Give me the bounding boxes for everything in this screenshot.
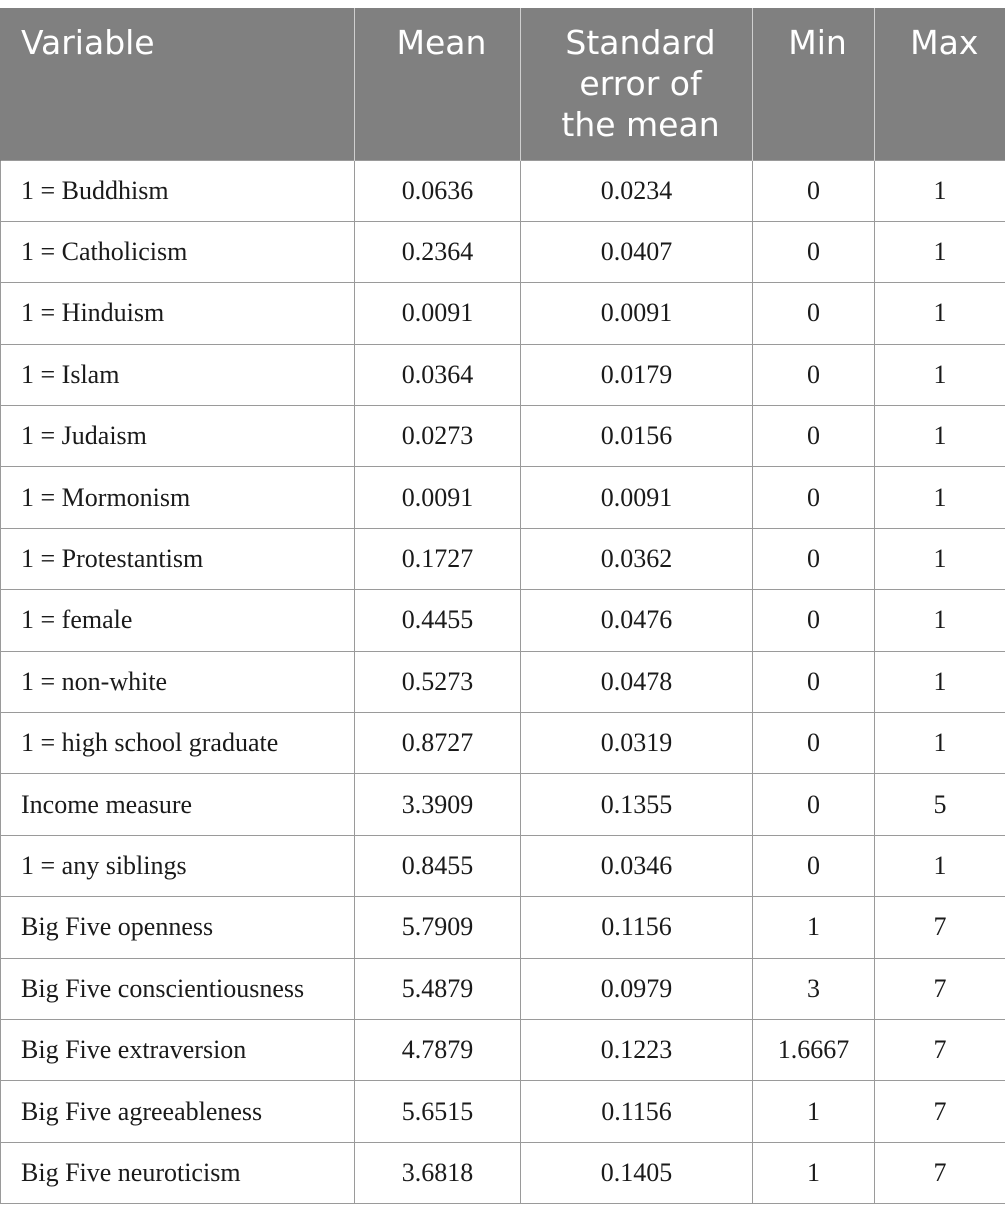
cell-mean: 0.8455 [355, 835, 521, 896]
cell-max: 1 [875, 160, 1005, 221]
cell-mean: 0.8727 [355, 713, 521, 774]
cell-variable: Income measure [1, 774, 355, 835]
cell-mean: 4.7879 [355, 1019, 521, 1080]
cell-variable: 1 = high school graduate [1, 713, 355, 774]
cell-min: 0 [753, 344, 875, 405]
header-mean: Mean [355, 8, 521, 160]
cell-max: 1 [875, 651, 1005, 712]
table-row [1, 651, 1005, 712]
cell-standard-error: 0.0179 [521, 344, 753, 405]
cell-max: 1 [875, 283, 1005, 344]
cell-standard-error: 0.1223 [521, 1019, 753, 1080]
cell-min: 0 [753, 221, 875, 282]
cell-max: 5 [875, 774, 1005, 835]
cell-standard-error: 0.0156 [521, 406, 753, 467]
cell-max: 1 [875, 406, 1005, 467]
cell-variable: 1 = any siblings [1, 835, 355, 896]
cell-max: 7 [875, 1019, 1005, 1080]
cell-variable: 1 = Islam [1, 344, 355, 405]
cell-variable: 1 = Hinduism [1, 283, 355, 344]
cell-standard-error: 0.0234 [521, 160, 753, 221]
cell-variable: Big Five agreeableness [1, 1081, 355, 1142]
cell-variable: 1 = Buddhism [1, 160, 355, 221]
cell-standard-error: 0.0091 [521, 283, 753, 344]
cell-mean: 0.0273 [355, 406, 521, 467]
cell-mean: 0.4455 [355, 590, 521, 651]
cell-standard-error: 0.1405 [521, 1142, 753, 1203]
cell-mean: 0.0636 [355, 160, 521, 221]
cell-max: 7 [875, 1081, 1005, 1142]
cell-min: 0 [753, 406, 875, 467]
cell-standard-error: 0.1156 [521, 1081, 753, 1142]
cell-min: 0 [753, 774, 875, 835]
cell-standard-error: 0.0319 [521, 713, 753, 774]
cell-max: 1 [875, 528, 1005, 589]
cell-mean: 3.3909 [355, 774, 521, 835]
cell-mean: 0.5273 [355, 651, 521, 712]
cell-min: 3 [753, 958, 875, 1019]
table-row [1, 713, 1005, 774]
cell-standard-error: 0.0362 [521, 528, 753, 589]
cell-mean: 0.0364 [355, 344, 521, 405]
cell-variable: 1 = non-white [1, 651, 355, 712]
cell-min: 1 [753, 1081, 875, 1142]
cell-variable: Big Five openness [1, 897, 355, 958]
table-row [1, 528, 1005, 589]
cell-max: 1 [875, 221, 1005, 282]
cell-min: 0 [753, 283, 875, 344]
table-header [1, 8, 1005, 160]
cell-max: 1 [875, 590, 1005, 651]
cell-variable: Big Five neuroticism [1, 1142, 355, 1203]
cell-max: 1 [875, 467, 1005, 528]
cell-standard-error: 0.1355 [521, 774, 753, 835]
cell-standard-error: 0.0979 [521, 958, 753, 1019]
cell-min: 0 [753, 528, 875, 589]
header-standard-error: Standard error of the mean [521, 8, 753, 160]
table-row [1, 1142, 1005, 1203]
table-row [1, 344, 1005, 405]
cell-mean: 0.0091 [355, 467, 521, 528]
cell-variable: 1 = Mormonism [1, 467, 355, 528]
cell-variable: Big Five conscientiousness [1, 958, 355, 1019]
cell-variable: 1 = Catholicism [1, 221, 355, 282]
header-variable: Variable [1, 8, 355, 160]
cell-mean: 5.7909 [355, 897, 521, 958]
cell-min: 1 [753, 897, 875, 958]
cell-max: 1 [875, 344, 1005, 405]
cell-variable: 1 = Protestantism [1, 528, 355, 589]
summary-statistics-table [0, 8, 1005, 1204]
header-min: Min [753, 8, 875, 160]
table-body [1, 160, 1005, 1204]
cell-max: 7 [875, 897, 1005, 958]
cell-min: 0 [753, 160, 875, 221]
cell-min: 0 [753, 467, 875, 528]
cell-min: 0 [753, 590, 875, 651]
cell-min: 1.6667 [753, 1019, 875, 1080]
cell-mean: 5.4879 [355, 958, 521, 1019]
cell-mean: 0.0091 [355, 283, 521, 344]
cell-mean: 0.1727 [355, 528, 521, 589]
table-row [1, 1019, 1005, 1080]
cell-standard-error: 0.0346 [521, 835, 753, 896]
cell-standard-error: 0.1156 [521, 897, 753, 958]
cell-mean: 3.6818 [355, 1142, 521, 1203]
table-row [1, 467, 1005, 528]
table-row [1, 406, 1005, 467]
cell-variable: Big Five extraversion [1, 1019, 355, 1080]
header-row [1, 8, 1005, 160]
cell-max: 1 [875, 713, 1005, 774]
cell-variable: 1 = female [1, 590, 355, 651]
cell-min: 0 [753, 651, 875, 712]
table-row [1, 283, 1005, 344]
cell-mean: 5.6515 [355, 1081, 521, 1142]
cell-standard-error: 0.0407 [521, 221, 753, 282]
table-row [1, 1081, 1005, 1142]
cell-min: 0 [753, 835, 875, 896]
cell-mean: 0.2364 [355, 221, 521, 282]
table-row [1, 221, 1005, 282]
cell-max: 1 [875, 835, 1005, 896]
cell-variable: 1 = Judaism [1, 406, 355, 467]
header-max: Max [875, 8, 1005, 160]
table-row [1, 774, 1005, 835]
cell-min: 0 [753, 713, 875, 774]
cell-standard-error: 0.0478 [521, 651, 753, 712]
table-row [1, 897, 1005, 958]
table-row [1, 160, 1005, 221]
cell-standard-error: 0.0476 [521, 590, 753, 651]
cell-standard-error: 0.0091 [521, 467, 753, 528]
cell-max: 7 [875, 1142, 1005, 1203]
table-row [1, 835, 1005, 896]
cell-min: 1 [753, 1142, 875, 1203]
table-row [1, 958, 1005, 1019]
cell-max: 7 [875, 958, 1005, 1019]
table-row [1, 590, 1005, 651]
